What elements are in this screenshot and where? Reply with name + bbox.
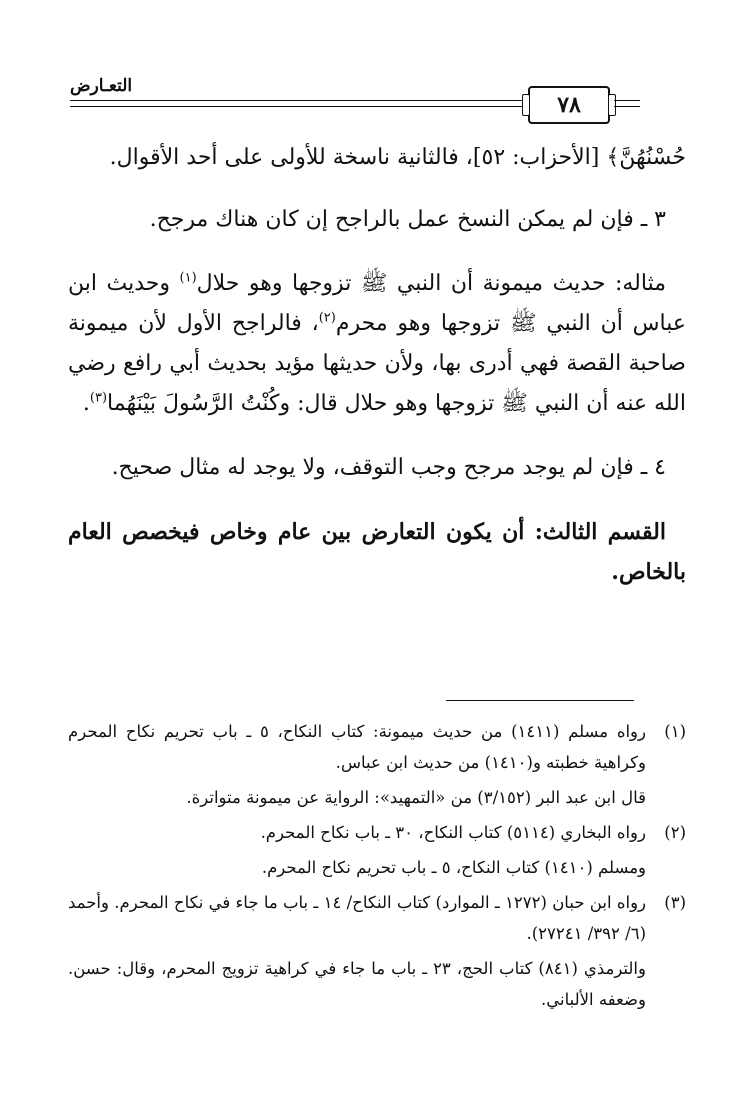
footnote-2 [68, 817, 686, 883]
header-rule [70, 100, 528, 101]
footnote-text: ومسلم (١٤١٠) كتاب النكاح، ٥ ـ باب تحريم نكاح المحرم. [261, 858, 646, 877]
footnote-3 [68, 887, 686, 1015]
footnote-1 [68, 716, 686, 813]
footnote-text: والترمذي (٨٤١) كتاب الحج، ٢٣ ـ باب ما جاء في كراهية تزويج المحرم، وقال: حسن. وضعفه الألباني. [68, 959, 646, 1009]
header-rule [614, 100, 640, 101]
footnotes [68, 716, 686, 1019]
paragraph-text: مثاله: حديث ميمونة أن النبي ﷺ تزوجها وهو حلال [196, 271, 667, 296]
paragraph-example [68, 264, 686, 424]
footnote-text: رواه ابن حبان (١٢٧٢ ـ الموارد) كتاب النكاح/ ١٤ ـ باب ما جاء في نكاح المحرم. وأحمد (٦/ ٣٩٢/ ٢٧٢٤١). [68, 893, 647, 943]
footnote-text: قال ابن عبد البر (٣/١٥٢) من «التمهيد»: الرواية عن ميمونة متواترة. [186, 788, 646, 807]
paragraph-text: وحديث ابن عباس أن النبي ﷺ تزوجها وهو محرم [68, 271, 686, 336]
footnote-number: (٣) [664, 893, 686, 912]
footnote-ref-1[interactable]: (١) [179, 270, 197, 286]
footnote-number: (١) [664, 722, 686, 741]
section-text: أن يكون التعارض بين عام وخاص فيخصص العام بالخاص. [68, 519, 686, 585]
footnote-ref-3[interactable]: (٣) [89, 390, 108, 406]
paragraph-rule-3: ٣ ـ فإن لم يمكن النسخ عمل بالراجح إن كان هناك مرجح. [149, 207, 666, 232]
paragraph-rule-4: ٤ ـ فإن لم يوجد مرجح وجب التوقف، ولا يوجد له مثال صحيح. [111, 455, 666, 480]
paragraph-text: . [82, 391, 90, 416]
header-rule [614, 106, 640, 107]
section-heading [68, 512, 686, 592]
section-label: القسم الثالث: [524, 519, 666, 545]
page-number-box [528, 86, 610, 124]
paragraph-text: [الأحزاب: ٥٢]، فالثانية ناسخة للأولى على أحد الأقوال. [109, 145, 607, 170]
main-text [68, 138, 686, 616]
header-rule [70, 106, 528, 107]
footnote-separator [446, 700, 634, 701]
page-number: ٧٨ [557, 92, 581, 118]
paragraph-quran-ending [68, 138, 686, 178]
paragraph-text: ، فالراجح الأول لأن ميمونة صاحبة القصة فهي أدرى بها، ولأن حديثها مؤيد بحديث أبي رافع رضي الله عنه أن النبي ﷺ تزوجها وهو حلال قال: وكُنْتُ الرَّسُولَ بَيْنَهُما [68, 311, 686, 416]
footnote-text: رواه البخاري (٥١١٤) كتاب النكاح، ٣٠ ـ باب نكاح المحرم. [260, 823, 646, 842]
footnote-body [68, 716, 646, 813]
footnote-number: (٢) [664, 823, 686, 842]
footnote-body [68, 817, 646, 883]
running-header-title: التعـارض [70, 76, 133, 96]
footnote-text: رواه مسلم (١٤١١) من حديث ميمونة: كتاب النكاح، ٥ ـ باب تحريم نكاح المحرم وكراهية خطبته و(١٤١٠) من حديث ابن عباس. [68, 722, 646, 772]
footnote-ref-2[interactable]: (٢) [318, 310, 336, 326]
quran-excerpt: حُسْنُهُنَّ﴾ [606, 145, 686, 170]
footnote-body [68, 887, 646, 1015]
